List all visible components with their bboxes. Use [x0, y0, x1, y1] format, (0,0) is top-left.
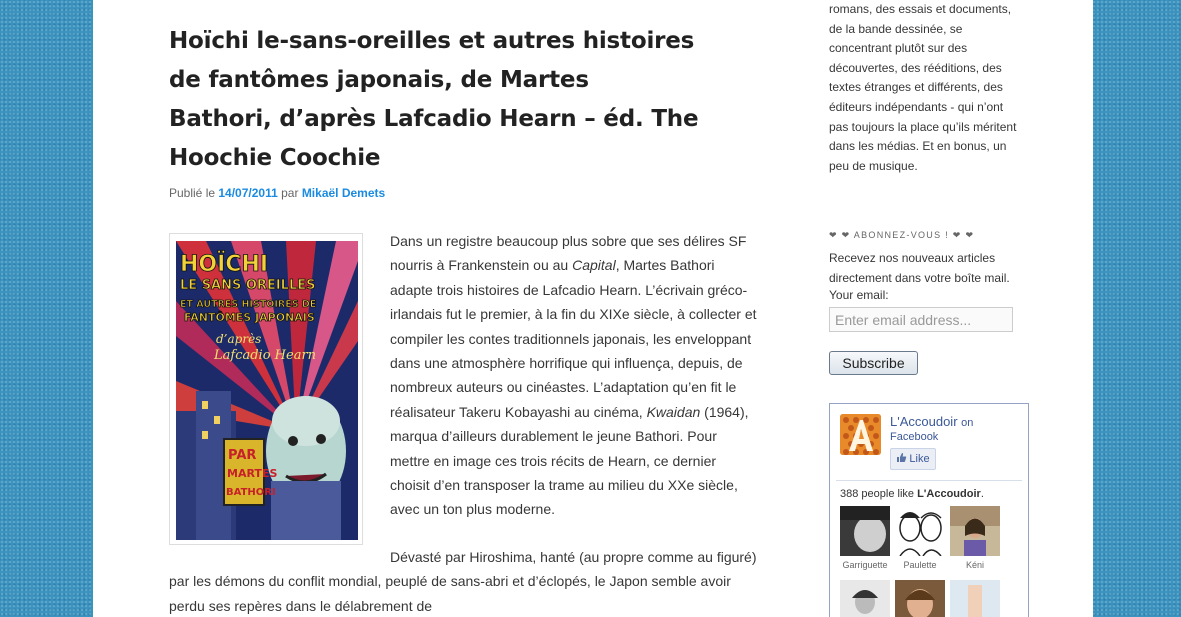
fan-avatar[interactable] [895, 506, 945, 556]
post-date-link[interactable]: 14/07/2011 [218, 186, 278, 200]
cover-author-line1: PAR [228, 448, 257, 463]
book-cover-frame[interactable] [169, 233, 363, 545]
email-label: Your email: [829, 288, 889, 302]
facebook-page-name[interactable] [890, 414, 973, 429]
facebook-count-text: 388 people like [840, 488, 915, 500]
facebook-divider [836, 480, 1022, 481]
facebook-fan[interactable] [840, 580, 890, 617]
book-cover-illustration [176, 241, 358, 540]
subscribe-button[interactable]: Subscribe [829, 351, 918, 375]
cover-title-line2: LE SANS OREILLES [180, 278, 316, 293]
fan-avatar[interactable] [895, 580, 945, 617]
thumbs-up-icon [896, 452, 907, 466]
author-link[interactable]: Mikaël Demets [301, 186, 386, 200]
facebook-like-label: Like [909, 453, 930, 465]
fan-avatar[interactable] [840, 580, 890, 617]
sidebar-about-text: romans, des essais et documents, de la bande dessinée, se concentrant plutôt sur des découvertes, des rééditions, des textes étranges et différents, des éditeurs indépendants - qui n’ont pas toujours la place qu’ils méritent dans les médias. Et en bonus, un peu de musique. [829, 2, 1017, 173]
accoudoir-logo[interactable] [840, 414, 881, 455]
book-cover-image[interactable] [176, 241, 358, 540]
fan-avatar[interactable] [950, 506, 1000, 556]
facebook-fan[interactable] [950, 506, 1000, 570]
email-input[interactable] [829, 307, 1013, 332]
accoudoir-logo-icon [840, 414, 881, 455]
facebook-count-page[interactable]: L'Accoudoir [917, 488, 981, 500]
facebook-fan[interactable] [895, 580, 945, 617]
facebook-like-box [829, 403, 1029, 617]
facebook-fan[interactable] [840, 506, 890, 570]
cover-credit-line1: d’après [216, 332, 262, 346]
fan-name[interactable]: Kéni [965, 560, 984, 570]
subscribe-description: Recevez nos nouveaux articles directement dans votre boîte mail. [829, 251, 1010, 285]
facebook-fan[interactable] [950, 580, 1000, 617]
cover-credit-line2: Lafcadio Hearn [214, 348, 317, 363]
fan-name[interactable]: Garriguette [842, 560, 888, 570]
cover-title-line3: ET AUTRES HISTOIRES DE [180, 299, 317, 310]
post-meta [169, 186, 385, 200]
facebook-fan[interactable] [895, 506, 945, 570]
facebook-like-count [840, 488, 984, 500]
facebook-on-label: on [961, 417, 974, 429]
cover-title-line4: FANTÔMES JAPONAIS [184, 311, 315, 324]
facebook-page-name-text[interactable]: L'Accoudoir [890, 414, 958, 429]
fan-avatar[interactable] [840, 506, 890, 556]
post-title-link[interactable]: Hoïchi le-sans-oreilles et autres histoires de fantômes japonais, de Martes Bathori, d’après Lafcadio Hearn – éd. The Hoochie Coochie [169, 28, 699, 171]
para1-part-b: , Martes Bathori adapte trois histoires de Lafcadio Hearn. L’écrivain gréco-irlandais fut le premier, à la fin du XIXe siècle, à collecter et compiler les contes traditionnels japonais, les enveloppant dans une atmosphère horrifique qui influença, depuis, de nombreux auteurs ou cinéastes. L’adaptation qu’en fit le réalisateur Takeru Kobayashi au cinéma, [390, 257, 757, 420]
subscribe-widget-title: ❤ ❤ ABONNEZ-VOUS ! ❤ ❤ [829, 230, 975, 240]
facebook-link[interactable]: Facebook [890, 431, 939, 443]
para1-em-kwaidan: Kwaidan [646, 403, 701, 420]
para1-part-a: Dans un registre beaucoup plus sobre que ses délires SF nourris à Frankenstein ou au [390, 233, 747, 274]
published-prefix: Publié le [169, 186, 216, 200]
para1-em-capital: Capital [572, 257, 616, 274]
article-paragraph-2: Dévasté par Hiroshima, hanté (au propre comme au figuré) par les démons du conflit mondial, peuplé de sans-abri et d’éclopés, le Japon semble avoir perdu ses repères dans le délabrement de [169, 549, 757, 614]
article-paragraph-1 [390, 229, 758, 522]
page [93, 0, 1093, 617]
facebook-like-button[interactable] [890, 448, 936, 470]
fan-avatar[interactable] [950, 580, 1000, 617]
cover-author-line3: BATHORI [226, 487, 276, 498]
para1-part-c: (1964), marqua d’ailleurs durablement le jeune Bathori. Pour mettre en image ces trois récits de Hearn, ce dernier choisit d’en transposer la trame au milieu du XXe siècle, avec un ton plus moderne. [390, 403, 749, 518]
cover-title-line1: HOÏCHI [180, 252, 269, 277]
cover-author-line2: MARTES [227, 467, 278, 480]
post-title[interactable] [169, 22, 699, 178]
by-label: par [281, 186, 299, 200]
fan-name[interactable]: Paulette [903, 560, 937, 570]
facebook-count-dot: . [980, 488, 984, 500]
